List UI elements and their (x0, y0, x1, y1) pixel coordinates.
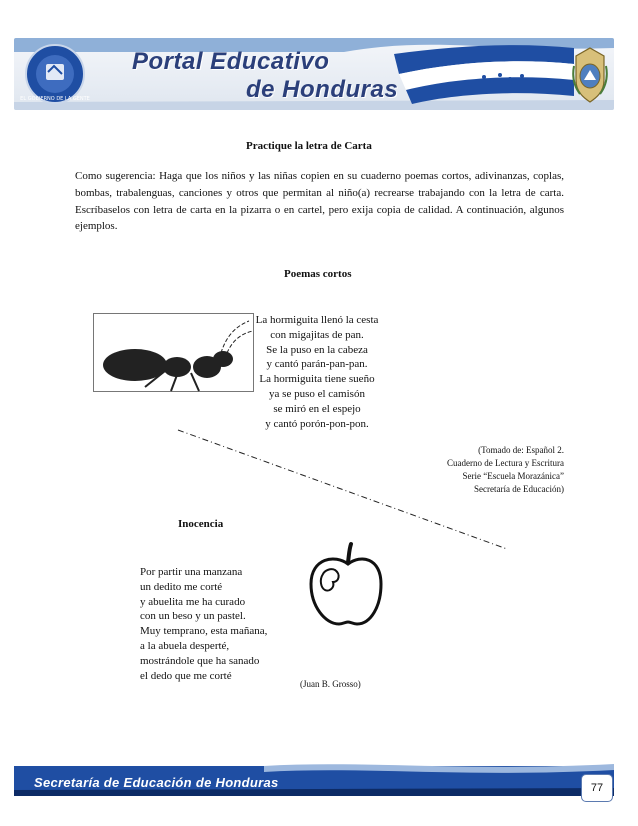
section-title: Poemas cortos (284, 268, 352, 280)
poem-line: mostrándole que ha sanado (140, 654, 260, 667)
citation-line: (Tomado de: Español 2. (478, 445, 564, 455)
poem-author: (Juan B. Grosso) (300, 679, 361, 689)
intro-paragraph: Como sugerencia: Haga que los niños y las niñas copien en su cuaderno poemas cortos, adivinanzas, coplas, bombas, trabalenguas, canciones y otros que permitan al niño(a) recrearse trabajando con la letra de carta. Escríbaselos con letra de carta en la pizarra o en cartel, pero exija copia de calidad. A continuación, algunos ejemplos. (75, 170, 564, 233)
footer-text: Secretaría de Educación de Honduras (34, 775, 279, 790)
poem-line: a la abuela desperté, (140, 639, 230, 652)
poem-line: La hormiguita tiene sueño (259, 373, 375, 386)
portal-title-line2: de Honduras (246, 76, 399, 103)
poem-line: el dedo que me corté (140, 669, 232, 682)
citation-line: Secretaría de Educación) (474, 484, 564, 494)
poem-line: y cantó porón-pon-pon. (265, 417, 369, 430)
poem-inocencia (140, 565, 310, 683)
citation-line: Cuaderno de Lectura y Escritura (447, 458, 564, 468)
poem-line: con un beso y un pastel. (140, 610, 246, 623)
poem-line: y cantó parán-pan-pan. (266, 358, 368, 371)
poem-line: Muy temprano, esta mañana, (140, 625, 268, 638)
poem-line: se miró en el espejo (273, 402, 361, 415)
poem-line: Por partir una manzana (140, 566, 243, 578)
poem-title-inocencia: Inocencia (178, 518, 224, 530)
citation-line: Serie “Escuela Morazánica” (462, 471, 564, 481)
page-heading: Practique la letra de Carta (246, 140, 372, 152)
poem-line: Se la puso en la cabeza (266, 343, 368, 356)
portal-title-line1: Portal Educativo (132, 48, 330, 75)
poem-line: La hormiguita llenó la cesta (255, 314, 379, 326)
apple-illustration (305, 540, 385, 630)
citation (392, 444, 564, 496)
page-number: 77 (581, 774, 613, 802)
poem-line: y abuelita me ha curado (140, 595, 246, 608)
svg-text:EL GOBIERNO DE LA GENTE: EL GOBIERNO DE LA GENTE (20, 96, 90, 102)
poem-line: un dedito me corté (140, 580, 223, 593)
poem-line: ya se puso el camisón (269, 387, 365, 400)
poem-line: con migajitas de pan. (270, 328, 364, 341)
